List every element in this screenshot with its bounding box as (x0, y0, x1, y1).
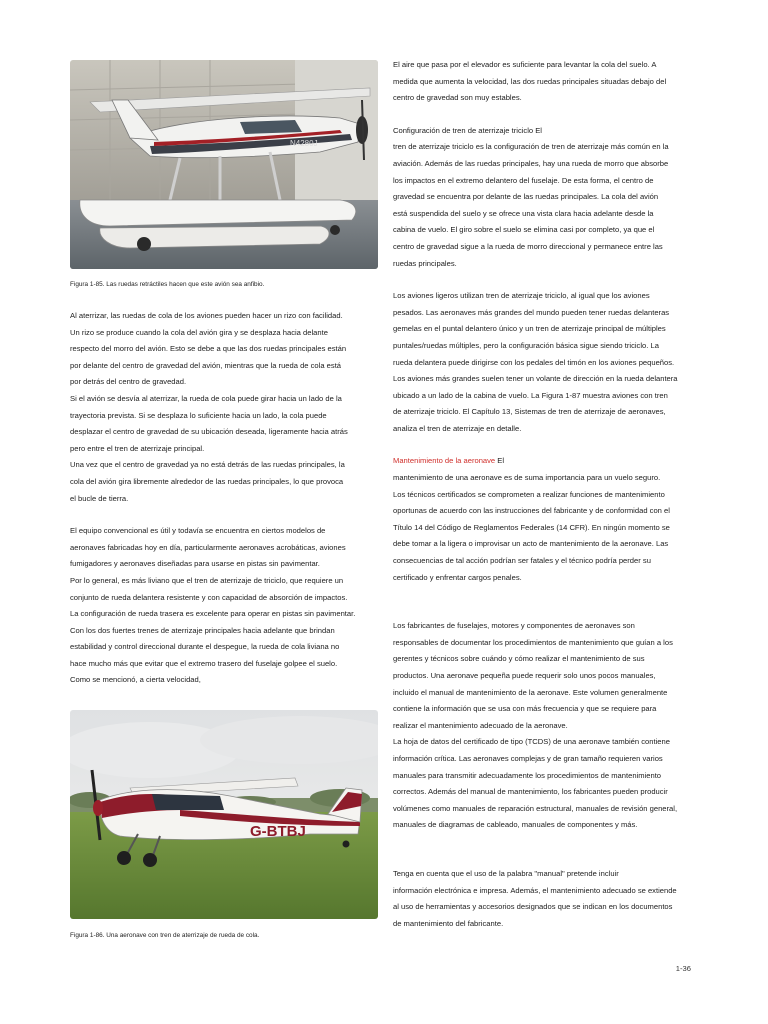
page-number: 1-36 (675, 964, 691, 973)
paragraph: La hoja de datos del certificado de tipo (TCDS) de una aeronave también contiene información crítica. Las aeronaves complejas y de gran tamaño requieren varios manuales para transmitir adecuadamente los procedimientos de mantenimiento correctos. Además del manual de mantenimiento, los fabricantes pueden producir volúmenes como manuales de reparación estructural, manuales de revisión general, manuales de diagramas de cableado, manuales de componentes y más. (393, 737, 678, 830)
paragraph: Los fabricantes de fuselajes, motores y componentes de aeronaves son responsables de documentar los procedimientos de mantenimiento que guían a los gerentes y técnicos sobre cuándo y cómo realizar el mantenimiento de sus productos. Una aeronave pequeña puede requerir solo unos pocos manuales, incluido el manual de mantenimiento de la aeronave. Este volumen generalmente contiene la información que se usa con más frecuencia y que se requiere para realizar el mantenimiento adecuado de la aeronave. (393, 621, 673, 730)
section-heading: Configuración de tren de aterrizaje triciclo El (393, 125, 542, 135)
paragraph: tren de aterrizaje triciclo es la configuración de tren de aterrizaje más común en la aviación. Además de las ruedas principales, hay una rueda de morro que absorbe los impactos en el extremo delantero del fuselaje. De esta forma, el centro de gravedad se encuentra por delante de las ruedas principales. La cola del avión está suspendida del suelo y se ofrece una vista clara hacia adelante desde la cabina de vuelo. El giro sobre el suelo se elimina casi por completo, ya que el centro de gravedad sigue a la rueda de morro direccional y permanece entre las ruedas principales. (393, 142, 669, 268)
figure-1-85-caption: Figura 1-85. Las ruedas retráctiles hacen que este avión sea anfibio. (70, 281, 265, 288)
figure-1-86-caption: Figura 1-86. Una aeronave con tren de aterrizaje de rueda de cola. (70, 932, 260, 939)
paragraph: Si el avión se desvía al aterrizar, la rueda de cola puede girar hacia un lado de la trayectoria prevista. Si se desplaza lo suficiente hacia un lado, la cola puede desplazar el centro de gravedad de su ubicación deseada, ligeramente hacia atrás pero entre el tren de aterrizaje principal. (70, 393, 348, 453)
left-column (70, 308, 380, 689)
paragraph: Al aterrizar, las ruedas de cola de los aviones pueden hacer un rizo con facilidad. Un rizo se produce cuando la cola del avión gira y se desplaza hacia delante respecto del morro del avión. Esto se debe a que las dos ruedas principales están por delante del centro de gravedad del avión, mientras que la rueda de cola está por detrás del centro de gravedad. (70, 311, 347, 387)
paragraph: Los aviones ligeros utilizan tren de aterrizaje triciclo, al igual que los aviones pesados. Las aeronaves más grandes del mundo pueden tener ruedas delanteras gemelas en el puntal delantero único y un tren de aterrizaje principal de múltiples puntales/ruedas múltiples, pero la configuración básica sigue siendo triciclo. La rueda delantera puede dirigirse con los pedales del timón en los aviones pequeños. Los aviones más grandes suelen tener un volante de dirección en la rueda delantera ubicado a un lado de la cabina de vuelo. La Figura 1-87 muestra aviones con tren de aterrizaje triciclo. El Capítulo 13, Sistemas de tren de aterrizaje de aeronaves, analiza el tren de aterrizaje en detalle. (393, 291, 678, 433)
paragraph: El aire que pasa por el elevador es suficiente para levantar la cola del suelo. A medida que aumenta la velocidad, las dos ruedas principales situadas debajo del centro de gravedad son muy estables. (393, 60, 667, 103)
paragraph: El equipo convencional es útil y todavía se encuentra en ciertos modelos de aeronaves fabricadas hoy en día, particularmente aeronaves acrobáticas, aviones fumigadores y aeronaves diseñadas para usarse en pistas sin pavimentar. (70, 526, 346, 569)
figure-1-86-photo (70, 710, 378, 919)
tailwheel-aircraft-image (70, 710, 378, 919)
figure-1-85-photo (70, 60, 378, 269)
paragraph: La configuración de rueda trasera es excelente para operar en pistas sin pavimentar. Con los dos fuertes trenes de aterrizaje principales hacia adelante que brindan estabilidad y control direccional durante el despegue, la rueda de cola liviana no hace mucho más que evitar que el extremo trasero del fuselaje golpee el suelo. (70, 609, 356, 668)
aircraft-registration: G-BTBJ (250, 823, 306, 840)
heading-highlight: Mantenimiento de la aeronave (393, 456, 496, 466)
tail-number: N4280J (290, 139, 318, 148)
paragraph: mantenimiento de una aeronave es de suma importancia para un vuelo seguro. Los técnicos certificados se comprometen a realizar funciones de mantenimiento oportunas de acuerdo con las instrucciones del fabricante y de conformidad con el Título 14 del Código de Reglamentos Federales (14 CFR). En ningún momento se debe tomar a la ligera o improvisar un acto de mantenimiento de la aeronave. Las consecuencias de tal acción podrían ser fatales y el técnico podría perder su certificado y enfrentar cargos penales. (393, 473, 670, 582)
paragraph: Por lo general, es más liviano que el tren de aterrizaje de triciclo, que requiere un conjunto de rueda delantera resistente y con capacidad de absorción de impactos. (70, 575, 348, 602)
paragraph: Una vez que el centro de gravedad ya no está detrás de las ruedas principales, la cola del avión gira libremente alrededor de las ruedas principales, lo que provoca el bucle de tierra. (70, 460, 345, 503)
heading-continuation: El (495, 456, 505, 466)
paragraph: Tenga en cuenta que el uso de la palabra "manual" pretende incluir información electrónica e impresa. Además, el mantenimiento adecuado se extiende al uso de herramientas y accesorios designados que se indican en los documentos de mantenimiento del fabricante. (393, 868, 677, 928)
amphibian-aircraft-image (70, 60, 378, 269)
paragraph: Como se mencionó, a cierta velocidad, (70, 675, 201, 685)
section-heading (393, 453, 705, 470)
right-column (393, 57, 705, 932)
